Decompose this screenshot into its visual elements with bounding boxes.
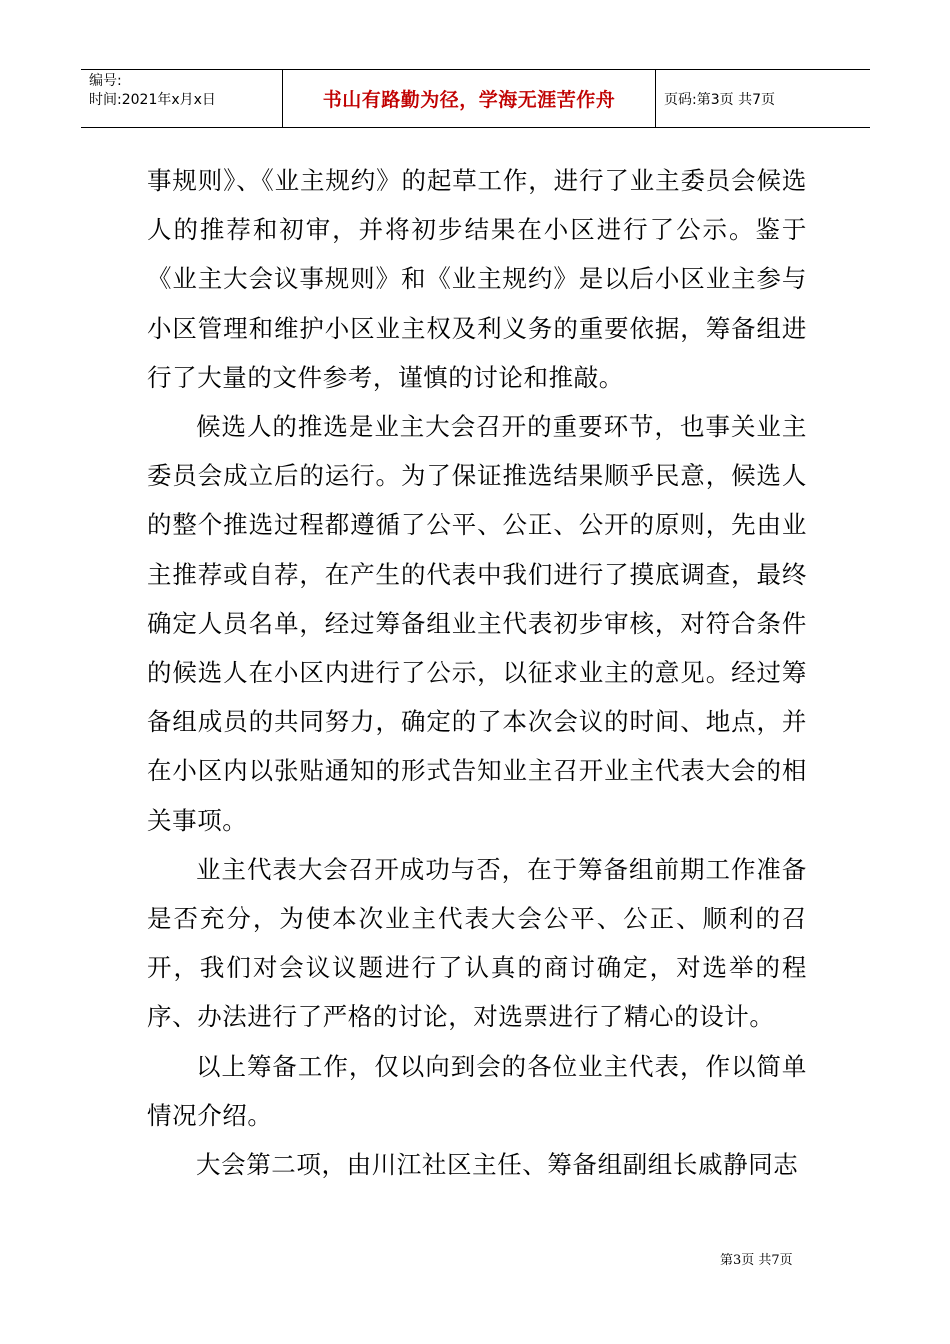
paragraph: 大会第二项，由川江社区主任、筹备组副组长戚静同志 xyxy=(196,1150,799,1180)
page-footer: 第3页 共7页 xyxy=(720,1253,793,1268)
number-label: 编号: xyxy=(89,73,122,89)
time-label: 时间:2021年x月x日 xyxy=(89,92,216,108)
paragraph: 事规则》、《业主规约》的起草工作，进行了业主委员会候选人的推荐和初审，并将初步结果在小区进行了公示。鉴于《业主大会议事规则》和《业主规约》是以后小区业主参与小区管理和维护小区业主权及利义务的重要依据，筹备组进行了大量的文件参考，谨慎的讨论和推敲。 xyxy=(147,166,807,392)
paragraph: 以上筹备工作，仅以向到会的各位业主代表，作以简单情况介绍。 xyxy=(147,1051,807,1130)
paragraph: 候选人的推选是业主大会召开的重要环节，也事关业主委员会成立后的运行。为了保证推选结果顺乎民意，候选人的整个推选过程都遵循了公平、公正、公开的原则，先由业主推荐或自荐，在产生的代表中我们进行了摸底调查，最终确定人员名单，经过筹备组业主代表初步审核，对符合条件的候选人在小区内进行了公示，以征求业主的意见。经过筹备组成员的共同努力，确定的了本次会议的时间、地点，并在小区内以张贴通知的形式告知业主召开业主代表大会的相关事项。 xyxy=(147,412,807,835)
header-motto: 书山有路勤为径，学海无涯苦作舟 xyxy=(283,70,656,127)
page-header xyxy=(81,69,870,128)
paragraph: 业主代表大会召开成功与否，在于筹备组前期工作准备是否充分，为使本次业主代表大会公平、公正、顺利的召开，我们对会议议题进行了认真的商讨确定，对选举的程序、办法进行了严格的讨论，对选票进行了精心的设计。 xyxy=(147,854,807,1032)
header-meta xyxy=(81,70,283,127)
header-page-code: 页码:第3页 共7页 xyxy=(664,91,775,108)
document-body xyxy=(147,156,807,1189)
